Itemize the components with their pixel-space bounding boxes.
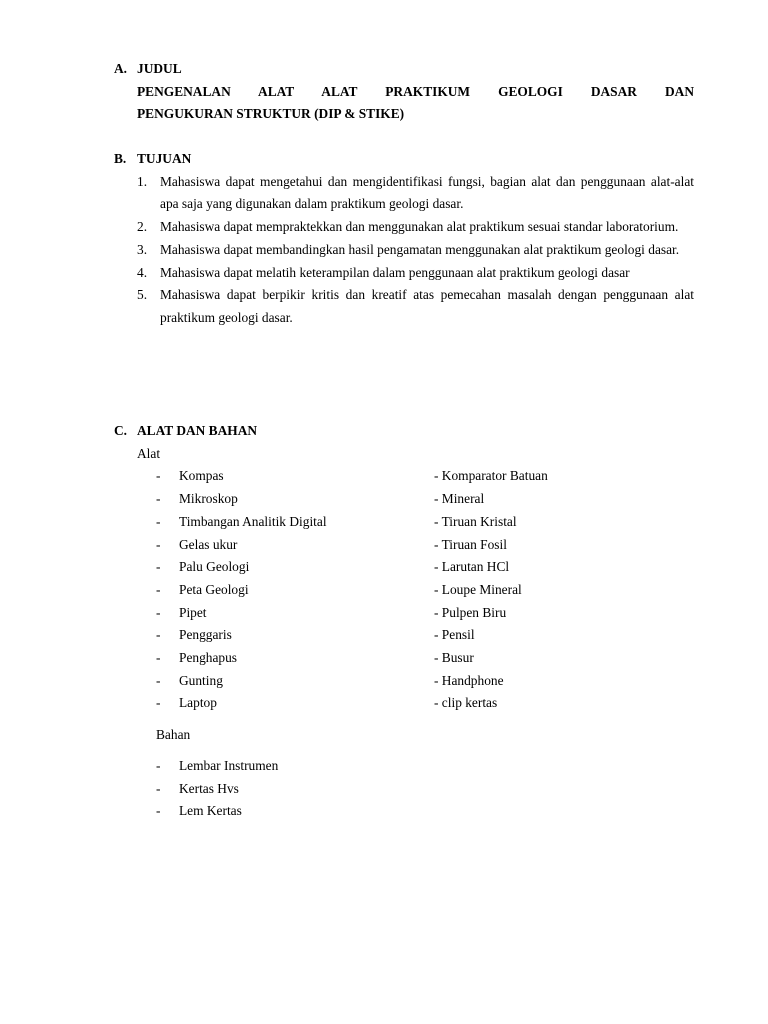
alat-item: - Busur (434, 650, 474, 665)
goal-text: Mahasiswa dapat berpikir kritis dan kreatif atas pemecahan masalah dengan penggunaan alat praktikum geologi dasar. (160, 287, 694, 325)
alat-row (114, 647, 694, 670)
list-dash: - (156, 604, 161, 620)
goals-list (137, 171, 694, 330)
alat-item: Penggaris (179, 627, 232, 643)
goal-text: Mahasiswa dapat mengetahui dan mengidentifikasi fungsi, bagian alat dan penggunaan alat-alat apa saja yang digunakan dalam praktikum geologi dasar. (160, 173, 694, 212)
goal-number: 5. (137, 287, 148, 303)
list-dash: - (156, 695, 161, 711)
section-a-title: JUDUL (137, 61, 182, 76)
section-b-title: TUJUAN (137, 151, 192, 166)
alat-row (114, 579, 694, 602)
alat-item: Timbangan Analitik Digital (179, 513, 327, 529)
goal-item (137, 284, 694, 329)
list-dash: - (156, 758, 161, 773)
section-judul (114, 58, 694, 126)
goal-item (137, 239, 694, 262)
alat-row (114, 602, 694, 625)
goal-number: 2. (137, 219, 148, 235)
alat-item: - Handphone (434, 672, 504, 688)
alat-item: Gelas ukur (179, 536, 238, 552)
list-dash: - (156, 536, 161, 552)
list-dash: - (156, 513, 161, 529)
judul-line-2: PENGUKURAN STRUKTUR (DIP & STIKE) (137, 106, 405, 122)
list-dash: - (156, 468, 161, 484)
alat-row (114, 465, 694, 488)
goal-item (137, 171, 694, 216)
alat-item: Gunting (179, 672, 223, 688)
list-dash: - (156, 803, 161, 819)
alat-row (114, 488, 694, 511)
bahan-row (114, 800, 694, 823)
alat-item: Pipet (179, 604, 207, 620)
alat-label: Alat (137, 445, 161, 461)
alat-row (114, 670, 694, 693)
list-dash: - (156, 559, 161, 575)
alat-item: - clip kertas (434, 695, 498, 711)
section-a-letter: A. (114, 61, 128, 76)
alat-item: - Loupe Mineral (434, 581, 522, 597)
section-a-heading (114, 58, 694, 81)
bahan-row (114, 755, 694, 778)
section-tujuan (114, 148, 694, 330)
alat-item: Peta Geologi (179, 581, 249, 597)
bahan-item: Lembar Instrumen (179, 758, 279, 773)
alat-item: Kompas (179, 468, 224, 484)
alat-item: - Komparator Batuan (434, 468, 548, 484)
alat-item: Penghapus (179, 650, 238, 665)
goal-number: 3. (137, 241, 148, 257)
judul-line-1: PENGENALAN ALAT ALAT PRAKTIKUM GEOLOGI DASAR DAN (137, 83, 694, 99)
bahan-label: Bahan (156, 727, 191, 742)
goal-item (137, 262, 694, 285)
alat-item: - Tiruan Fosil (434, 536, 507, 552)
list-dash: - (156, 491, 161, 507)
alat-item: - Pulpen Biru (434, 604, 507, 620)
goal-text: Mahasiswa dapat melatih keterampilan dalam penggunaan alat praktikum geologi dasar (160, 264, 630, 280)
alat-row (114, 511, 694, 534)
alat-item: Palu Geologi (179, 559, 250, 575)
goal-text: Mahasiswa dapat mempraktekkan dan menggunakan alat praktikum sesuai standar laboratorium. (160, 219, 679, 235)
alat-row (114, 624, 694, 647)
list-dash: - (156, 650, 161, 665)
section-b-letter: B. (114, 151, 127, 166)
goal-text: Mahasiswa dapat membandingkan hasil pengamatan menggunakan alat praktikum geologi dasar. (160, 241, 680, 257)
alat-item: Mikroskop (179, 491, 238, 507)
list-dash: - (156, 672, 161, 688)
alat-item: Laptop (179, 695, 217, 711)
bahan-item: Lem Kertas (179, 803, 242, 819)
alat-item: - Tiruan Kristal (434, 513, 517, 529)
section-b-heading (114, 148, 694, 171)
alat-row (114, 534, 694, 557)
list-dash: - (156, 780, 161, 796)
alat-item: - Larutan HCl (434, 559, 510, 575)
alat-item: - Mineral (434, 491, 485, 507)
goal-number: 4. (137, 264, 148, 280)
alat-row (114, 556, 694, 579)
alat-row (114, 692, 694, 715)
alat-item: - Pensil (434, 627, 475, 643)
list-dash: - (156, 581, 161, 597)
section-c-letter: C. (114, 423, 128, 438)
list-dash: - (156, 627, 161, 643)
goal-number: 1. (137, 173, 148, 189)
section-c-heading (114, 420, 694, 443)
section-c-title: ALAT DAN BAHAN (137, 423, 258, 438)
bahan-item: Kertas Hvs (179, 780, 239, 796)
goal-item (137, 216, 694, 239)
bahan-row (114, 778, 694, 801)
section-alat-bahan (114, 420, 694, 840)
